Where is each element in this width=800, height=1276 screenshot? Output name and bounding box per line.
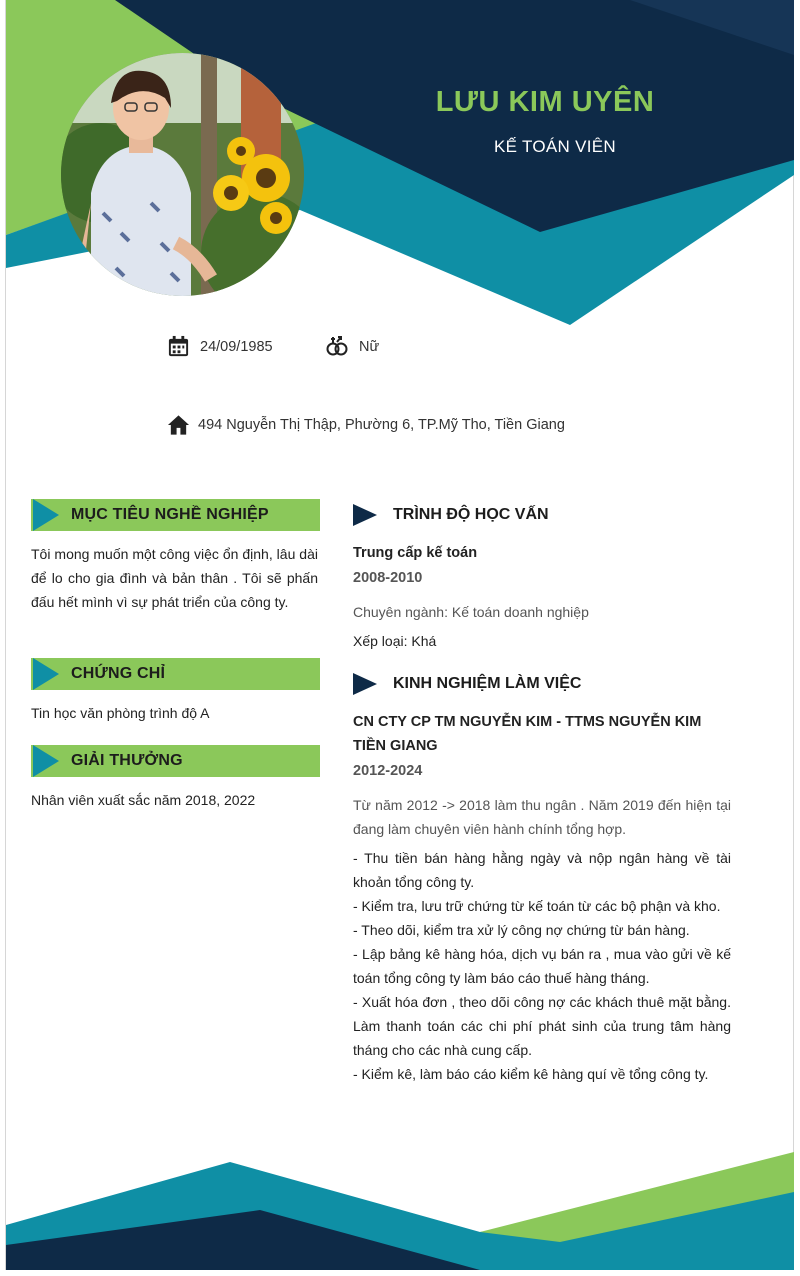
job-title: KẾ TOÁN VIÊN — [493, 137, 616, 156]
awards-heading — [31, 745, 320, 777]
duty-item: - Thu tiền bán hàng hằng ngày và nộp ngân hàng về tài khoản tổng công ty. — [353, 850, 731, 890]
awards-body: Nhân viên xuất sắc năm 2018, 2022 — [31, 792, 256, 808]
certificates-body: Tin học văn phòng trình độ A — [31, 705, 210, 721]
education-period: 2008-2010 — [353, 570, 423, 586]
company-line-1: CN CTY CP TM NGUYỄN KIM - TTMS NGUYỄN KIM — [353, 714, 702, 730]
experience-duties — [353, 846, 731, 1086]
education-degree: Trung cấp kế toán — [353, 545, 478, 561]
experience-heading — [353, 673, 581, 695]
address-row — [167, 414, 565, 436]
education-heading — [353, 504, 549, 526]
address-value: 494 Nguyễn Thị Thập, Phường 6, TP.Mỹ Tho, Tiền Giang — [198, 417, 565, 433]
experience-company — [353, 710, 733, 758]
certificates-title: CHỨNG CHỈ — [71, 665, 166, 682]
gender-row — [325, 335, 379, 359]
duty-item: - Theo dõi, kiểm tra xử lý công nợ chứng từ bán hàng. — [353, 922, 690, 938]
company-line-2: TIỀN GIANG — [353, 738, 438, 754]
objective-heading — [31, 499, 320, 531]
calendar-icon — [167, 335, 190, 358]
education-major: Chuyên ngành: Kế toán doanh nghiệp — [353, 604, 589, 620]
profile-photo — [61, 53, 304, 296]
duty-item: - Kiểm kê, làm báo cáo kiểm kê hàng quí về tổng công ty. — [353, 1066, 709, 1082]
awards-title: GIẢI THƯỞNG — [71, 752, 183, 769]
objective-title: MỤC TIÊU NGHỀ NGHIỆP — [71, 506, 269, 523]
duty-item: - Lập bảng kê hàng hóa, dịch vụ bán ra , mua vào gửi về kế toán tổng công ty làm báo cáo thuế hàng tháng. — [353, 946, 731, 986]
experience-summary: Từ năm 2012 -> 2018 làm thu ngân . Năm 2019 đến hiện tại đang làm chuyên viên hành chính tổng hợp. — [353, 797, 731, 837]
gender-value: Nữ — [359, 339, 380, 355]
experience-title: KINH NGHIỆM LÀM VIỆC — [393, 675, 582, 692]
education-grade: Xếp loại: Khá — [353, 633, 437, 649]
birthdate-row — [167, 335, 273, 358]
candidate-name: LƯU KIM UYÊN — [435, 86, 655, 118]
objective-body: Tôi mong muốn một công việc ổn định, lâu dài để lo cho gia đình và bản thân . Tôi sẽ phấn đấu hết mình vì sự phát triển của công ty. — [31, 546, 318, 610]
home-icon — [167, 414, 190, 436]
certificates-heading — [31, 658, 320, 690]
duty-item: - Kiểm tra, lưu trữ chứng từ kế toán từ các bộ phận và kho. — [353, 898, 721, 914]
education-title: TRÌNH ĐỘ HỌC VẤN — [393, 506, 549, 523]
gender-icon — [325, 335, 349, 359]
experience-period: 2012-2024 — [353, 763, 423, 779]
birthdate-value: 24/09/1985 — [200, 338, 273, 355]
duty-item: - Xuất hóa đơn , theo dõi công nợ các khách thuê mặt bằng. Làm thanh toán các chi phí phát sinh của trung tâm hàng tháng cho các nhà cung cấp. — [353, 994, 731, 1058]
